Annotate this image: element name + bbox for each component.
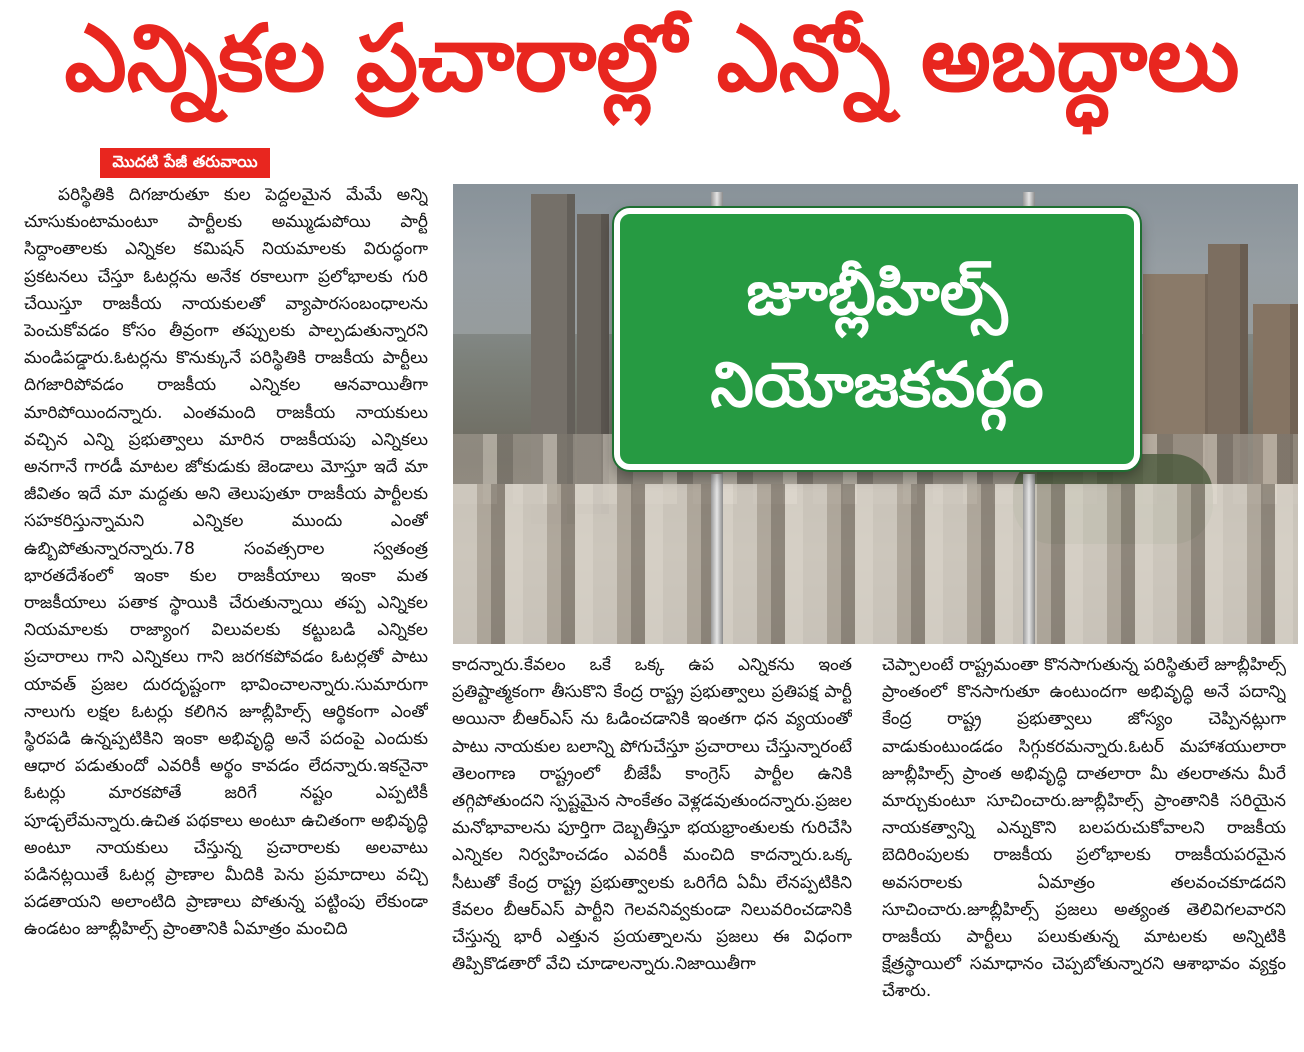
green-road-sign	[614, 208, 1140, 470]
sign-pole-right	[1023, 474, 1035, 644]
article-column-2	[452, 652, 852, 1042]
column-3-text: చెప్పాలంటే రాష్ట్రమంతా కొనసాగుతున్న పరిస్థితులే జూబ్లీహిల్స్ ప్రాంతంలో కొనసాగుతూ ఉంటుందగా అభివృద్ధి అనే పదాన్ని కేంద్ర రాష్ట్ర ప్రభుత్వాలు జోస్యం చెప్పినట్లుగా వాడుకుంటుండడం సిగ్గుకరమన్నారు.ఓటర్ మహాశయులారా జూబ్లీహిల్స్ ప్రాంత అభివృద్ధి దాతలారా మీ తలరాతను మీరే మార్చుకుంటూ సూచించారు.జూబ్లీహిల్స్ ప్రాంతానికి సరియైన నాయకత్వాన్ని ఎన్నుకొని బలపరుచుకోవాలని రాజకీయ బెదిరింపులకు రాజకీయ ప్రలోభాలకు రాజకీయపరమైన అవసరాలకు ఏమాత్రం తలవంచకూడదని సూచించారు.జూబ్లీహిల్స్ ప్రజలు అత్యంత తెలివిగలవారని రాజకీయ పార్టీలు పలుకుతున్న మాటలకు అన్నిటికి క్షేత్రస్థాయిలో సమాధానం చెప్పబోతున్నారని ఆశాభావం వ్యక్తం చేశారు.	[882, 655, 1286, 1002]
article-column-1	[24, 182, 428, 1042]
sign-text-line-2: నియోజకవర్గం	[710, 348, 1044, 421]
sign-text-line-1: జూబ్లీహిల్స్	[746, 256, 1008, 329]
constituency-sign-photo	[453, 184, 1298, 644]
headline: ఎన్నికల ప్రచారాల్లో ఎన్నో అబద్ధాలు	[64, 5, 1240, 112]
column-1-text: పరిస్థితికి దిగజారుతూ కుల పెద్దలమైన మేమే అన్ని చూసుకుంటామంటూ పార్టీలకు అమ్ముడుపోయి పార్టీ సిద్దాంతాలకు ఎన్నికల కమిషన్ నియమాలకు విరుద్ధంగా ప్రకటనలు చేస్తూ ఓటర్లను అనేక రకాలుగా ప్రలోభాలకు గురి చేయిస్తూ రాజకీయ నాయకులతో వ్యాపారసంబంధాలను పెంచుకోవడం కోసం తీవ్రంగా తప్పులకు పాల్పడుతున్నారని మండిపడ్డారు.ఓటర్లను కొనుక్కునే పరిస్థితికి రాజకీయ పార్టీలు దిగజారిపోవడం రాజకీయ ఎన్నికల ఆనవాయితీగా మారిపోయిందన్నారు. ఎంతమంది రాజకీయ నాయకులు వచ్చిన ఎన్ని ప్రభుత్వాలు మారిన రాజకీయపు ఎన్నికలు అనగానే గారడీ మాటల జోకుడుకు జెండాలు మోస్తూ ఇదే మా జీవితం ఇదే మా మద్దతు అని తెలుపుతూ రాజకీయ పార్టీలకు సహకరిస్తున్నామని ఎన్నికల ముందు ఎంతో ఉబ్బిపోతున్నారన్నారు.78 సంవత్సరాల స్వతంత్ర భారతదేశంలో ఇంకా కుల రాజకీయాలు ఇంకా మత రాజకీయాలు పతాక స్థాయికి చేరుతున్నాయి తప్ప ఎన్నికల నియమాలకు రాజ్యాంగ విలువలకు కట్టుబడి ఎన్నికల ప్రచారాలు గాని ఎన్నికలు గాని జరగకపోవడం ఓటర్లతో పాటు యావత్ ప్రజల దురదృష్టంగా భావించాలన్నారు.సుమారుగా నాలుగు లక్షల ఓటర్లు కలిగిన జూబ్లీహిల్స్ ఆర్థికంగా ఎంతో స్థిరపడి ఉన్నప్పటికిని ఇంకా అభివృద్ధి అనే పదంపై ఎందుకు ఆధార పడుతుందో ఎవరికీ అర్థం కావడం లేదన్నారు.ఇకనైనా ఓటర్లు మారకపోతే జరిగే నష్టం ఎప్పటికీ పూడ్చలేమన్నారు.ఉచిత పథకాలు అంటూ ఉచితంగా అభివృద్ధి అంటూ నాయకులు చేస్తున్న ప్రచారాలకు అలవాటు పడినట్లయితే ఓటర్ల ప్రాణాల మీదికి పెను ప్రమాదాలు వచ్చి పడతాయని అలాంటిది ప్రాణాలు పోతున్న పట్టింపు లేకుండా ఉండటం జూబ్లీహిల్స్ ప్రాంతానికి ఏమాత్రం మంచిది	[24, 185, 428, 940]
column-2-text: కాదన్నారు.కేవలం ఒకే ఒక్క ఉప ఎన్నికను ఇంత ప్రతిష్టాత్మకంగా తీసుకొని కేంద్ర రాష్ట్ర ప్రభుత్వాలు ప్రతిపక్ష పార్టీ అయినా బీఆర్ఎస్ ను ఓడించడానికి ఇంతగా ధన వ్యయంతో పాటు నాయకుల బలాన్ని పోగుచేస్తూ ప్రచారాలు చేస్తున్నారంటే తెలంగాణ రాష్ట్రంలో బీజేపీ కాంగ్రెస్ పార్టీల ఉనికి తగ్గిపోతుందని స్పష్టమైన సాంకేతం వెళ్లడవుతుందన్నారు.ప్రజల మనోభావాలను పూర్తిగా దెబ్బతీస్తూ భయభ్రాంతులకు గురిచేసి ఎన్నికల నిర్వహించడం ఎవరికీ మంచిది కాదన్నారు.ఒక్క సీటుతో కేంద్ర రాష్ట్ర ప్రభుత్వాలకు ఒరిగేది ఏమీ లేనప్పటికిని కేవలం బీఆర్ఎస్ పార్టీని గెలవనివ్వకుండా నిలువరించడానికి చేస్తున్న భారీ ఎత్తున ప్రయత్నాలను ప్రజలు ఈ విధంగా తిప్పికొడతారో వేచి చూడాలన్నారు.నిజాయితీగా	[452, 655, 852, 975]
photo-houses-near	[453, 484, 1298, 644]
article-column-3	[882, 652, 1286, 1042]
sign-pole-left	[711, 474, 723, 644]
continued-from-front-page-label: మొదటి పేజీ తరువాయి	[100, 148, 270, 178]
